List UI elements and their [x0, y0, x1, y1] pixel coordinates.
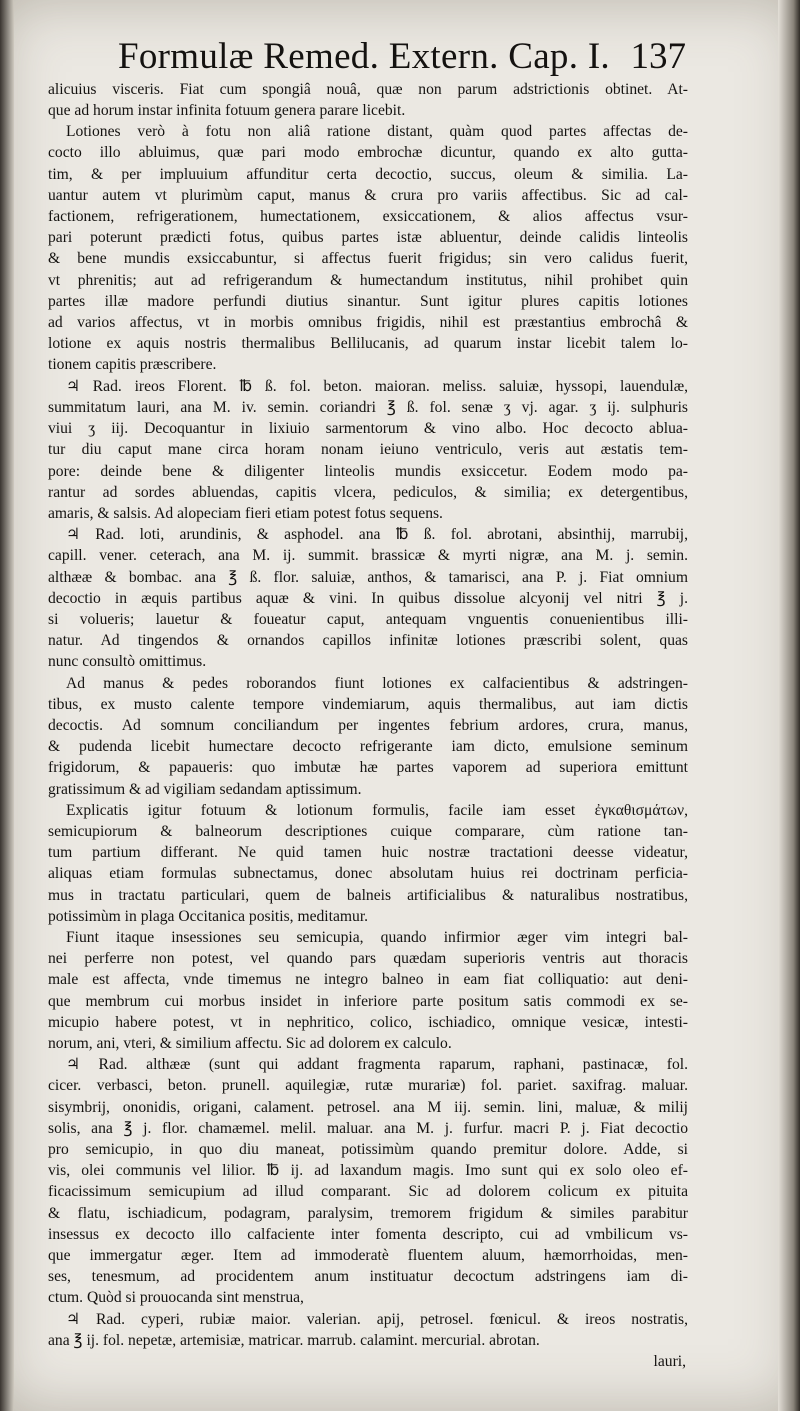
text-line: cicer. verbasci, beton. prunell. aquilegiæ, rutæ murariæ) fol. pariet. saxifrag. maluar.	[48, 1077, 688, 1095]
text-line: vt phrenitis; aut ad refrigerandum & humectandum institutus, nihil prohibet quin	[48, 271, 688, 289]
text-line: decoctio in æquis partibus aquæ & vini. In quibus dissolue alcyonij vel nitri ℥ j.	[48, 589, 688, 607]
page-gutter-shadow	[0, 0, 14, 1411]
text-line: tur diu caput mane circa horam nonam ieiuno ventriculo, veris aut æstatis tem-	[48, 441, 688, 459]
text-line: pore: deinde bene & diligenter linteolis mundis exsiccetur. Eodem modo pa-	[48, 462, 688, 480]
text-line: insessus ex decocto illo calfaciente inter fomenta descripto, cui ad vmbilicum vs-	[48, 1225, 688, 1243]
text-line: tionem capitis præscribere.	[48, 356, 217, 374]
text-line: viui ʒ iij. Decoquantur in lixiuio sarmentorum & vino albo. Hoc decocto ablua-	[48, 420, 688, 438]
text-line: male est affecta, vnde timemus ne integro balneo in eam fiat colliquatio: aut deni-	[48, 971, 688, 989]
text-line: pro semicupio, in quo diu maneat, potissimùm quando premitur dolore. Adde, si	[48, 1141, 688, 1158]
text-line: ad varios affectus, vt in morbis omnibus frigidis, nihil est præstantius embrochâ &	[48, 314, 688, 332]
text-line: decoctis. Ad somnum conciliandum per ingentes febrium ardores, crura, manus,	[48, 716, 688, 734]
text-line: ses, tenesmum, ad procidentem anum instituatur decoctum adstringens iam di-	[48, 1268, 688, 1286]
text-line: pari poterunt prædicti fotus, quibus partes istæ abluentur, deinde calidis linteolis	[48, 229, 688, 247]
text-line: tim, & per impluuium affunditur certa decoctio, succus, oleum & similia. La-	[48, 165, 688, 183]
text-line: & pudenda licebit humectare decocto refrigerante iam dicto, emulsione seminum	[48, 738, 688, 756]
text-line: factionem, refrigerationem, humectationem, exsiccationem, & alios affectus vsur-	[48, 208, 688, 226]
text-line: sisymbrij, ononidis, origani, calament. petrosel. ana M iij. semin. lini, maluæ, & milij	[48, 1098, 688, 1116]
text-line: que immergatur æger. Item ad immoderatè fluentem aluum, hæmorrhoidas, men-	[48, 1247, 688, 1265]
text-line: nunc consultò omittimus.	[48, 653, 207, 671]
text-line: alicuius visceris. Fiat cum spongiâ nouâ, quæ non parum adstrictionis obtinet. At-	[48, 80, 688, 98]
text-line: & bene mundis exsiccabuntur, si affectus fuerit frigidus; sin vero calidus fuerit,	[48, 250, 688, 268]
text-line: rantur ad sordes abluendas, capitis vlcera, pediculos, & similia; ex detergentibus,	[48, 483, 688, 501]
text-line: solis, ana ℥ j. flor. chamæmel. melil. maluar. ana M. j. furfur. macri P. j. Fiat decoctio	[48, 1119, 688, 1137]
paragraph	[48, 800, 688, 927]
text-line: tibus, ex musto calente tempore vindemiarum, aquis thermalibus, aut iam dictis	[48, 695, 688, 713]
text-line: mus in tractatu particulari, quem de balneis artificialibus & naturalibus nostratibus,	[48, 886, 688, 904]
paragraph	[48, 376, 688, 524]
text-line: Fiunt itaque insessiones seu semicupia, quando infirmior æger vim integri bal-	[66, 928, 688, 946]
text-line: Ad manus & pedes roborandos fiunt lotiones ex calfacientibus & adstringen-	[66, 674, 688, 692]
text-line: frigidorum, & papaueris: quo imbutæ hæ partes vaporem ad superiora emittunt	[48, 759, 688, 777]
paragraph	[48, 927, 688, 1054]
paragraph	[48, 1309, 688, 1351]
text-line: amaris, & salsis. Ad alopeciam fieri etiam potest fotus sequens.	[48, 504, 443, 522]
paragraph	[48, 1054, 688, 1308]
text-line: tum partium differant. Ne quid tamen huic nostræ tractationi deesse videatur,	[48, 844, 688, 862]
text-line: que ad horum instar infinita fotuum genera parare licebit.	[48, 102, 406, 120]
text-line: Lotiones verò à fotu non aliâ ratione distant, quàm quod partes affectas de-	[66, 123, 688, 141]
text-line: aliquas etiam formulas subnectamus, donec absolutam huius rei doctrinam perficia-	[48, 865, 688, 883]
text-line: nei perferre non potest, vel quando pars quædam superioris ventris aut thoracis	[48, 950, 688, 968]
text-line: si volueris; lauetur & foueatur caput, antequam vnguentis conuenientibus illi-	[48, 610, 688, 628]
running-head	[48, 38, 688, 77]
text-line: norum, ani, vteri, & similium affectu. Sic ad dolorem ex calculo.	[48, 1034, 452, 1052]
text-line: capill. vener. ceterach, ana M. ij. summit. brassicæ & myrti nigræ, ana M. j. semin.	[48, 547, 688, 565]
text-line: ana ℥ ij. fol. nepetæ, artemisiæ, matricar. marrub. calamint. mercurial. abrotan.	[48, 1331, 540, 1349]
text-line: semicupiorum & balneorum descriptiones cuique comparare, cùm ratione tan-	[48, 822, 688, 840]
text-line: althææ & bombac. ana ℥ ß. flor. saluiæ, anthos, & tamarisci, ana P. j. Fiat omnium	[48, 568, 688, 586]
text-line: ctum. Quòd si prouocanda sint menstrua,	[48, 1289, 304, 1307]
paragraph	[48, 673, 688, 800]
text-line: ♃ Rad. althææ (sunt qui addant fragmenta raparum, raphani, pastinacæ, fol.	[66, 1056, 688, 1074]
text-line: natur. Ad tingendos & ornandos capillos infinitæ lotiones præscribi solent, quas	[48, 632, 688, 650]
text-line: potissimùm in plaga Occitanica positis, meditamur.	[48, 907, 369, 925]
page-edge-shadow	[778, 0, 800, 1411]
text-line: que membrum cui morbus insidet in inferiore parte positum satis commodi ex se-	[48, 992, 688, 1010]
paragraph	[48, 79, 688, 121]
text-line: summitatum lauri, ana M. iv. semin. coriandri ℥ ß. fol. senæ ʒ vj. agar. ʒ ij. sulphuris	[48, 398, 688, 416]
text-line: Explicatis igitur fotuum & lotionum formulis, facile iam esset ἐγκαθισμάτων,	[66, 801, 688, 819]
text-line: ficacissimum semicupium ad illud comparant. Sic ad dolorem colicum ex pituita	[48, 1183, 688, 1201]
body-text	[48, 79, 688, 1351]
text-line: uantur autem vt plurimùm caput, manus & crura pro variis affectibus. Sic ad cal-	[48, 186, 688, 204]
text-line: cocto illo abluimus, quæ pari modo embrochæ dicuntur, quando ex alto gutta-	[48, 144, 688, 162]
paragraph	[48, 121, 688, 375]
text-line: micupio habere potest, vt in nephritico, colico, ischiadico, omnique vesicæ, intesti-	[48, 1013, 688, 1031]
text-line: partes illæ madore perfundi diutius sinantur. Sunt igitur plures capitis lotiones	[48, 292, 688, 310]
page-number: 137	[630, 36, 686, 77]
text-line: ♃ Rad. ireos Florent. ℔ ß. fol. beton. maioran. meliss. saluiæ, hyssopi, lauendulæ,	[66, 377, 688, 395]
text-line: lotione ex aquis nostris thermalibus Bellilucanis, ad quarum instar licebit talem lo-	[48, 335, 688, 353]
text-line: gratissimum & ad vigiliam sedandam aptissimum.	[48, 780, 362, 798]
text-line: & flatu, ischiadicum, podagram, paralysim, tremorem frigidum & similes parabitur	[48, 1204, 688, 1222]
running-title: Formulæ Remed. Extern. Cap. I.	[118, 36, 610, 77]
text-line: ♃ Rad. loti, arundinis, & asphodel. ana ℔ ß. fol. abrotani, absinthij, marrubij,	[66, 526, 688, 544]
text-line: vis, olei communis vel lilior. ℔ ij. ad laxandum magis. Imo sunt qui ex solo oleo ef-	[48, 1162, 688, 1180]
text-line: ♃ Rad. cyperi, rubiæ maior. valerian. apij, petrosel. fœnicul. & ireos nostratis,	[66, 1310, 688, 1328]
paragraph	[48, 524, 688, 672]
catchword: lauri,	[653, 1353, 686, 1371]
text-column	[48, 38, 688, 1372]
